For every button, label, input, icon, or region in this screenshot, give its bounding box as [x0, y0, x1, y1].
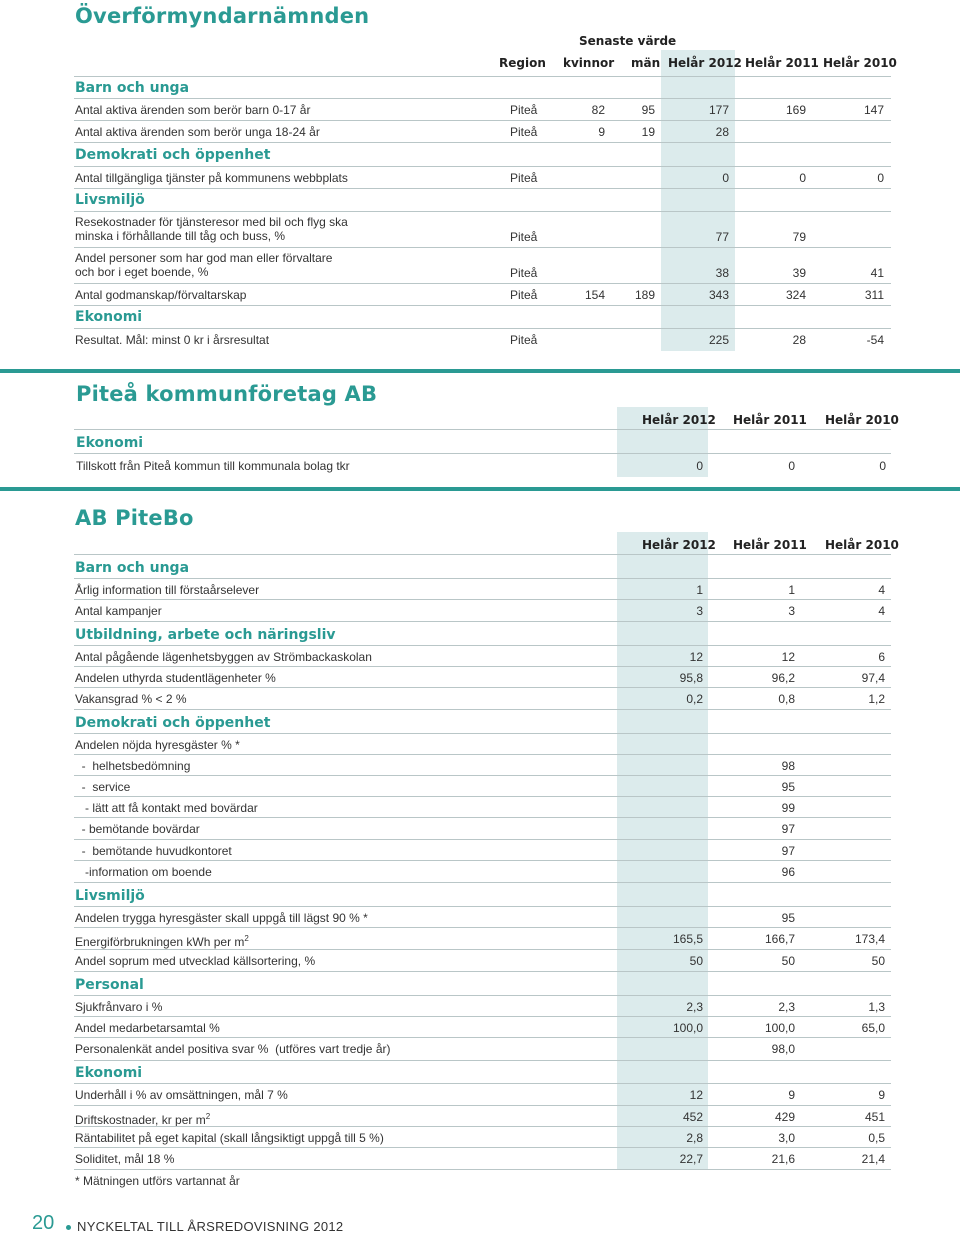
- row-label-text: Driftskostnader, kr per m: [75, 1113, 206, 1127]
- cell-2012: 452: [682, 1110, 703, 1124]
- category-label: Livsmiljö: [75, 888, 145, 904]
- cell-2011: 97: [781, 844, 795, 858]
- table-header: [74, 407, 899, 429]
- table-row: [74, 860, 891, 882]
- table-ab-pitebo: [74, 532, 899, 1170]
- bullet-dot-icon: [66, 1225, 71, 1230]
- table-overformyndarnamnden: [74, 28, 897, 351]
- table-row: [74, 120, 891, 142]
- cell-2012: 177: [708, 103, 729, 117]
- cell-2011: 95: [781, 780, 795, 794]
- row-label: Sjukfrånvaro i %: [75, 1000, 163, 1014]
- table-row: [74, 1016, 891, 1037]
- cell-2012: 0: [696, 459, 703, 473]
- cell-2011: 96: [781, 865, 795, 879]
- table-row: [74, 687, 891, 709]
- cell-2010: 50: [871, 954, 885, 968]
- col-helar-2010: Helår 2010: [825, 538, 899, 552]
- cell-2011: 97: [781, 822, 795, 836]
- cell-2011: 12: [781, 650, 795, 664]
- category-barn-och-unga: [74, 76, 891, 98]
- col-helar-2012: Helår 2012: [642, 538, 716, 552]
- table-row: [74, 754, 891, 775]
- cell-kvinnor: 154: [584, 288, 605, 302]
- col-kvinnor: kvinnor: [563, 56, 615, 70]
- cell-2012: 22,7: [679, 1152, 703, 1166]
- cell-2011: 166,7: [764, 932, 795, 946]
- table-row: [74, 283, 891, 305]
- cell-2012: 2,8: [686, 1131, 703, 1145]
- category-demokrati-och-oppenhet: [74, 709, 891, 733]
- cell-2012: 38: [715, 266, 729, 280]
- category-ekonomi: [74, 429, 891, 453]
- page-number: 20: [32, 1212, 55, 1233]
- cell-2012: 2,3: [686, 1000, 703, 1014]
- cell-region: Piteå: [510, 333, 538, 347]
- table-row: [74, 1037, 891, 1060]
- cell-2010: 0: [879, 459, 886, 473]
- row-label: Andel soprum med utvecklad källsortering, %: [75, 954, 316, 968]
- category-label: Utbildning, arbete och näringsliv: [75, 627, 336, 643]
- cell-man: 95: [641, 103, 655, 117]
- cell-2010: 147: [863, 103, 884, 117]
- col-helar-2011: Helår 2011: [745, 56, 819, 70]
- col-helar-2011: Helår 2011: [733, 538, 807, 552]
- table-row: [74, 1105, 891, 1126]
- col-helar-2012: Helår 2012: [668, 56, 742, 70]
- col-helar-2012: Helår 2012: [642, 413, 716, 427]
- cell-2010: 451: [864, 1110, 885, 1124]
- cell-2011: 2,3: [778, 1000, 795, 1014]
- cell-2011: 9: [788, 1088, 795, 1102]
- cell-2010: 4: [878, 604, 885, 618]
- cell-man: 189: [634, 288, 655, 302]
- row-label: Antal aktiva ärenden som berör unga 18-24 år: [75, 125, 320, 139]
- section-title-ab-pitebo: AB PiteBo: [75, 506, 194, 530]
- table-row: [74, 1083, 891, 1105]
- cell-2012: 3: [696, 604, 703, 618]
- table-row: [74, 166, 891, 188]
- cell-region: Piteå: [510, 266, 538, 280]
- cell-2011: 39: [792, 266, 806, 280]
- row-label: Andelen uthyrda studentlägenheter %: [75, 671, 276, 685]
- cell-2012: 0: [722, 171, 729, 185]
- cell-2011: 0: [799, 171, 806, 185]
- cell-2010: 97,4: [861, 671, 885, 685]
- table-row: [74, 775, 891, 796]
- footer-label: [66, 1219, 343, 1233]
- table-row: [74, 949, 891, 971]
- row-label: - lätt att få kontakt med bovärdar: [75, 801, 258, 815]
- cell-region: Piteå: [510, 171, 538, 185]
- section-title-pitea-kommunforetag: Piteå kommunföretag AB: [76, 382, 378, 406]
- cell-2010: 6: [878, 650, 885, 664]
- col-region: Region: [499, 56, 546, 70]
- cell-2012: 77: [715, 230, 729, 244]
- row-label: Antal pågående lägenhetsbyggen av Strömbackaskolan: [75, 650, 372, 664]
- section-title-overformyndarnamnden: Överförmyndarnämnden: [75, 4, 370, 28]
- category-label: Ekonomi: [75, 309, 143, 325]
- category-label: Ekonomi: [76, 435, 144, 451]
- category-label: Livsmiljö: [75, 192, 145, 208]
- cell-region: Piteå: [510, 230, 538, 244]
- cell-2012: 100,0: [672, 1021, 703, 1035]
- table-row: [74, 453, 891, 477]
- cell-2012: 95,8: [679, 671, 703, 685]
- cell-2010: 65,0: [861, 1021, 885, 1035]
- row-label: Antal godmanskap/förvaltarskap: [75, 288, 247, 302]
- cell-2010: -54: [866, 333, 884, 347]
- table-row: [74, 211, 891, 247]
- cell-2010: 1,3: [868, 1000, 885, 1014]
- cell-region: Piteå: [510, 288, 538, 302]
- table-row: [74, 1147, 891, 1170]
- category-demokrati-och-oppenhet: [74, 142, 891, 166]
- row-label: Andelen nöjda hyresgäster % *: [75, 738, 240, 752]
- cell-2011: 3,0: [778, 1131, 795, 1145]
- row-label: Andelen trygga hyresgäster skall uppgå till lägst 90 % *: [75, 911, 368, 925]
- row-label-text: Energiförbrukningen kWh per m: [75, 935, 245, 949]
- cell-2011: 0,8: [778, 692, 795, 706]
- category-label: Demokrati och öppenhet: [75, 715, 271, 731]
- category-ekonomi: [74, 1060, 891, 1083]
- row-label: Räntabilitet på eget kapital (skall långsiktigt uppgå till 5 %): [75, 1131, 384, 1145]
- row-label: Tillskott från Piteå kommun till kommunala bolag tkr: [76, 459, 350, 473]
- table-row: [74, 733, 891, 754]
- category-ekonomi: [74, 305, 891, 328]
- table-row: [74, 599, 891, 621]
- cell-2010: 0,5: [868, 1131, 885, 1145]
- row-label: - bemötande bovärdar: [75, 822, 200, 836]
- cell-2011: 28: [792, 333, 806, 347]
- cell-2012: 225: [708, 333, 729, 347]
- row-label: Antal aktiva ärenden som berör barn 0-17 år: [75, 103, 311, 117]
- col-group-senaste-varde: Senaste värde: [579, 34, 677, 48]
- cell-2010: 311: [864, 288, 884, 302]
- table-row: [74, 927, 891, 949]
- table-row: [74, 98, 891, 120]
- table-row: [74, 817, 891, 839]
- table-pitea-kommunforetag: [74, 407, 899, 477]
- row-label: - helhetsbedömning: [75, 759, 191, 773]
- category-livsmiljo: [74, 188, 891, 211]
- table-row: [74, 906, 891, 927]
- col-helar-2010: Helår 2010: [823, 56, 897, 70]
- table-header: [74, 532, 899, 554]
- cell-2012: 28: [715, 125, 729, 139]
- category-barn-och-unga: [74, 554, 891, 578]
- cell-2012: 12: [689, 650, 703, 664]
- cell-2011: 95: [781, 911, 795, 925]
- cell-2010: 173,4: [854, 932, 885, 946]
- category-label: Demokrati och öppenhet: [75, 147, 271, 163]
- row-label: Resekostnader för tjänsteresor med bil och flyg ska minska i förhållande till tåg och buss, %: [75, 215, 348, 243]
- row-label: [75, 932, 249, 949]
- cell-region: Piteå: [510, 103, 538, 117]
- row-label: Antal kampanjer: [75, 604, 162, 618]
- cell-2012: 50: [689, 954, 703, 968]
- table-header: [74, 28, 897, 76]
- cell-2010: 0: [877, 171, 884, 185]
- row-label: Soliditet, mål 18 %: [75, 1152, 175, 1166]
- footer-text: NYCKELTAL TILL ÅRSREDOVISNING 2012: [77, 1219, 344, 1233]
- table-row: [74, 578, 891, 599]
- row-label: Andel personer som har god man eller förvaltare och bor i eget boende, %: [75, 251, 333, 279]
- row-label: Resultat. Mål: minst 0 kr i årsresultat: [75, 333, 270, 347]
- row-label: Personalenkät andel positiva svar % (utföres vart tredje år): [75, 1042, 391, 1056]
- cell-2012: 343: [708, 288, 729, 302]
- table-row: [74, 645, 891, 666]
- row-label: Andel medarbetarsamtal %: [75, 1021, 220, 1035]
- superscript: 2: [205, 1112, 211, 1121]
- col-helar-2010: Helår 2010: [825, 413, 899, 427]
- category-label: Barn och unga: [75, 560, 190, 576]
- table-row: [74, 328, 891, 351]
- category-utbildning-arbete-naringsliv: [74, 621, 891, 645]
- cell-2012: 0,2: [686, 692, 703, 706]
- cell-kvinnor: 9: [598, 125, 605, 139]
- category-livsmiljo: [74, 882, 891, 906]
- cell-2011: 169: [785, 103, 806, 117]
- table-row: [74, 995, 891, 1016]
- col-helar-2011: Helår 2011: [733, 413, 807, 427]
- cell-2011: 100,0: [764, 1021, 795, 1035]
- cell-man: 19: [641, 125, 655, 139]
- col-man: män: [631, 56, 661, 70]
- row-label: -information om boende: [75, 865, 212, 879]
- table-row: [74, 1126, 891, 1147]
- section-divider: [0, 487, 960, 491]
- cell-2011: 429: [774, 1110, 795, 1124]
- row-label: [75, 1110, 210, 1127]
- table-row: [74, 839, 891, 860]
- row-label: - service: [75, 780, 131, 794]
- cell-2011: 79: [792, 230, 806, 244]
- cell-2011: 96,2: [771, 671, 795, 685]
- category-personal: [74, 971, 891, 995]
- cell-2012: 165,5: [672, 932, 703, 946]
- table-row: [74, 247, 891, 283]
- category-label: Ekonomi: [75, 1065, 143, 1081]
- cell-2010: 1,2: [868, 692, 885, 706]
- row-label: Underhåll i % av omsättningen, mål 7 %: [75, 1088, 288, 1102]
- category-label: Barn och unga: [75, 80, 190, 96]
- cell-2011: 0: [788, 459, 795, 473]
- cell-2010: 21,4: [861, 1152, 885, 1166]
- footnote: * Mätningen utförs vartannat år: [75, 1174, 240, 1188]
- row-label: Vakansgrad % < 2 %: [75, 692, 187, 706]
- cell-2011: 3: [788, 604, 795, 618]
- row-label: Antal tillgängliga tjänster på kommunens webbplats: [75, 171, 348, 185]
- row-label: - bemötande huvudkontoret: [75, 844, 232, 858]
- cell-2012: 12: [689, 1088, 703, 1102]
- cell-region: Piteå: [510, 125, 538, 139]
- cell-kvinnor: 82: [591, 103, 605, 117]
- cell-2011: 50: [781, 954, 795, 968]
- table-row: [74, 796, 891, 817]
- section-divider: [0, 369, 960, 373]
- cell-2011: 21,6: [771, 1152, 795, 1166]
- row-label: Årlig information till förstaårselever: [75, 583, 260, 597]
- cell-2011: 324: [785, 288, 806, 302]
- cell-2011: 98: [781, 759, 795, 773]
- cell-2011: 1: [788, 583, 795, 597]
- cell-2011: 99: [781, 801, 795, 815]
- table-row: [74, 666, 891, 687]
- cell-2010: 9: [878, 1088, 885, 1102]
- cell-2010: 41: [870, 266, 884, 280]
- cell-2010: 4: [878, 583, 885, 597]
- cell-2012: 1: [696, 583, 703, 597]
- category-label: Personal: [75, 977, 144, 993]
- cell-2011: 98,0: [771, 1042, 795, 1056]
- superscript: 2: [244, 934, 249, 943]
